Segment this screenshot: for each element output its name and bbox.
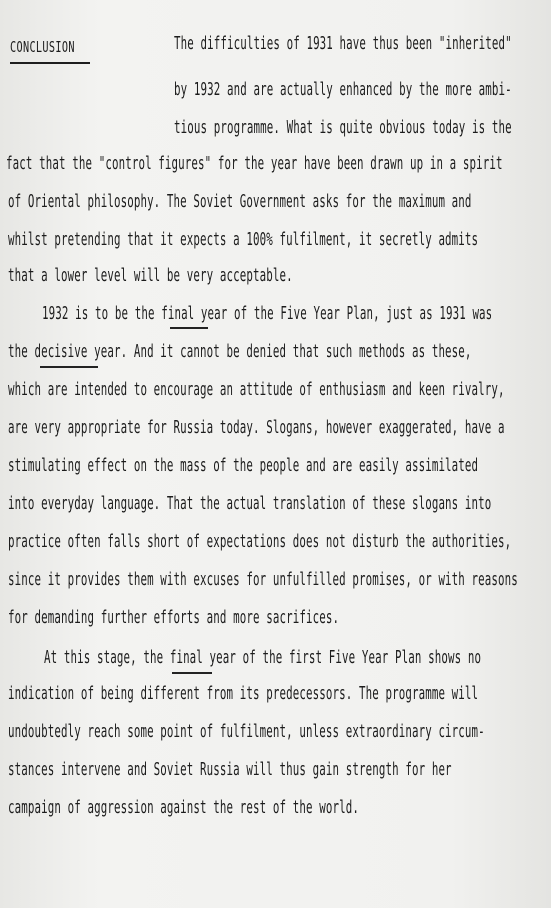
text-line: undoubtedly reach some point of fulfilment, unless extraordinary circum- [8, 721, 485, 742]
text-line: At this stage, the final year of the first Five Year Plan shows no [44, 647, 482, 668]
text-line: fact that the "control figures" for the year have been drawn up in a spirit [6, 153, 503, 174]
text-line: by 1932 and are actually enhanced by the more ambi- [174, 79, 512, 100]
underline-final [172, 672, 212, 674]
text-line: tious programme. What is quite obvious today is the [174, 117, 512, 138]
underline-final [170, 327, 208, 329]
text-line: into everyday language. That the actual translation of these slogans into [8, 493, 492, 514]
underline-decisive [40, 366, 98, 368]
text-line: which are intended to encourage an attitude of enthusiasm and keen rivalry, [8, 379, 505, 400]
text-line: of Oriental philosophy. The Soviet Government asks for the maximum and [8, 191, 472, 212]
text-line: The difficulties of 1931 have thus been "inherited" [174, 33, 512, 54]
text-line: stances intervene and Soviet Russia will thus gain strength for her [8, 759, 452, 780]
text-line: since it provides them with excuses for unfulfilled promises, or with reasons [8, 569, 518, 590]
text-line: 1932 is to be the final year of the Five Year Plan, just as 1931 was [42, 303, 493, 324]
text-line: practice often falls short of expectations does not disturb the authorities, [8, 531, 512, 552]
text-line: for demanding further efforts and more sacrifices. [8, 607, 340, 628]
text-line: that a lower level will be very acceptable. [8, 265, 293, 286]
text-line: are very appropriate for Russia today. Slogans, however exaggerated, have a [8, 417, 505, 438]
text-line: campaign of aggression against the rest of the world. [8, 797, 359, 818]
text-line: whilst pretending that it expects a 100% fulfilment, it secretly admits [8, 229, 479, 250]
heading-underline [10, 62, 90, 64]
text-line: the decisive year. And it cannot be denied that such methods as these, [8, 341, 472, 362]
text-line: indication of being different from its predecessors. The programme will [8, 683, 479, 704]
text-line: stimulating effect on the mass of the people and are easily assimilated [8, 455, 479, 476]
section-heading: CONCLUSION [10, 38, 75, 56]
